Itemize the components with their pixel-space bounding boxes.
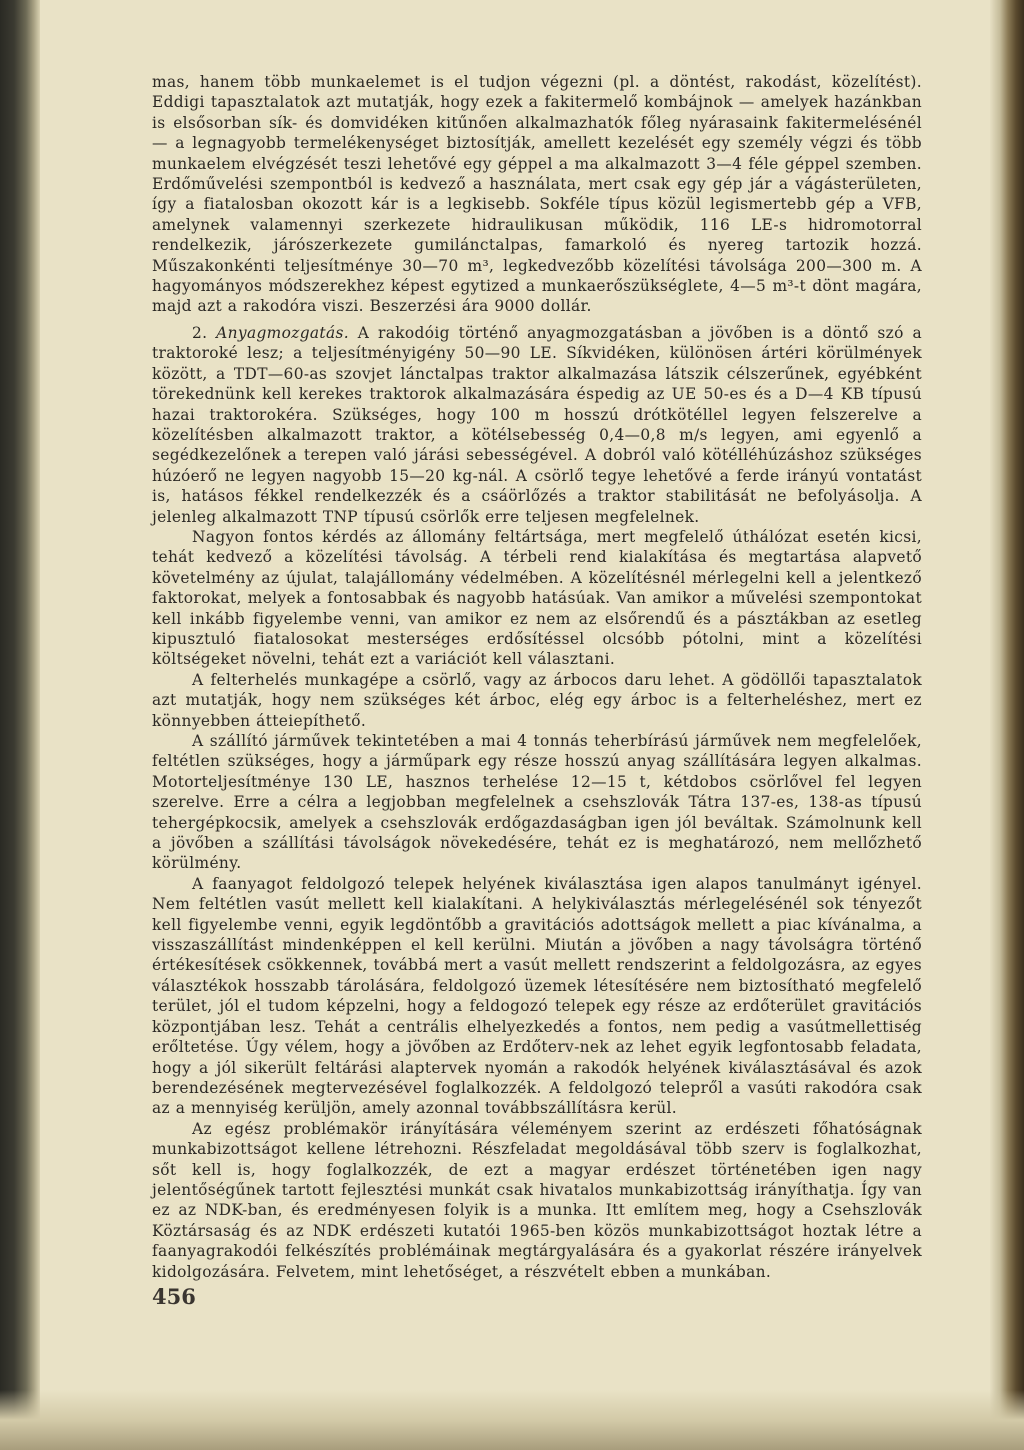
paragraph-4: A felterhelés munkagépe a csörlő, vagy az árbocos daru lehet. A gödöllői tapasztalatok azt mutatják, hogy nem szükséges két árboc, elég egy árboc is a felterheléshez, mert ez könnyebben átteiepíthető. <box>152 670 922 730</box>
paragraph-6: A faanyagot feldolgozó telepek helyének kiválasztása igen alapos tanulmányt igényel. Nem feltétlen vasút mellett kell kialakítani. A helykiválasztás mérlegelésénél sok tényezőt kell figyelembe venni, egyik legdöntőbb a gravitációs adottságok mellett a piac kívánalma, a visszaszállítást mindenképpen el kell kerülni. Miután a jövőben a nagy távolságra történő értékesítések csökkennek, továbbá mert a vasút mellett rendszerint a feldolgozásra, az egyes választékok hosszabb tárolására, feldolgozó üzemek létesítésére nem biztosítható megfelelő terület, jól el tudom képzelni, hogy a feldogozó telepek egy része az erdőterület gravitációs központjában lesz. Tehát a centrális elhelyezkedés a fontos, nem pedig a vasútmellettiség erőltetése. Úgy vélem, hogy a jövőben az Erdőterv-nek az lehet egyik legfontosabb feladata, hogy a jól sikerült feltárási alaptervek nyomán a rakodók helyének kiválasztásával és azok berendezésének megtervezésével foglalkozzék. A feldolgozó telepről a vasúti rakodóra csak az a mennyiség kerüljön, amely azonnal továbbszállításra kerül. <box>152 874 922 1118</box>
page-edge-shadow <box>990 0 1024 1450</box>
page-body-text <box>152 72 922 1282</box>
paragraph-5: A szállító járművek tekintetében a mai 4 tonnás teherbírású járművek nem megfelelőek, feltétlen szükséges, hogy a járműpark egy része hosszú anyag szállítására legyen alkalmas. Motorteljesítménye 130 LE, hasznos terhelése 12—15 t, kétdobos csörlővel fel legyen szerelve. Erre a célra a legjobban megfelelnek a csehszlovák Tátra 137-es, 138-as típusú tehergépkocsik, amelyek a csehszlovák erdőgazdaságban igen jól beváltak. Számolnunk kell a jövőben a szállítási távolságok növekedésére, tehát ez is meghatározó, nem mellőzhető körülmény. <box>152 732 922 873</box>
paragraph-7: Az egész problémakör irányítására véleményem szerint az erdészeti főhatóságnak munkabizottságot kellene létrehozni. Részfeladat megoldásával több szerv is foglalkozhat, sőt kell is, hogy foglalkozzék, de ezt a magyar erdészet történetében igen nagy jelentőségűnek tartott fejlesztési munkát csak hivatalos munkabizottság irányíthatja. Így van ez az NDK-ban, és eredményesen folyik is a munka. Itt említem meg, hogy a Csehszlovák Köztársaság és az NDK erdészeti kutatói 1965-ben közös munkabizottságot hoztak létre a faanyagrakodói felkészítés problémáinak megtárgyalására és a gyakorlat részére irányelvek kidolgozására. Felvetem, mint lehetőséget, a részvételt ebben a munkában. <box>152 1119 922 1281</box>
book-spine-shadow <box>0 0 40 1450</box>
page-number: 456 <box>152 1284 196 1309</box>
page-bottom-shadow <box>0 1390 1024 1450</box>
section-heading: Anyagmozgatás. <box>216 323 349 342</box>
section-number: 2. <box>192 323 208 342</box>
paragraph-2-text: A rakodóig történő anyagmozgatásban a jövőben is a döntő szó a traktoroké lesz; a teljesítményigény 50—90 LE. Síkvidéken, különösen ártéri körülmények között, a TDT—60-as szovjet lánctalpas traktor alkalmazása látszik célszerűnek, egyébként törekednünk kell kerekes traktorok alkalmazására éspedig az UE 50-es és a D—4 KB típusú hazai traktorokéra. Szükséges, hogy 100 m hosszú drótkötéllel legyen felszerelve a közelítésben alkalmazott traktor, a kötélsebesség 0,4—0,8 m/s legyen, ami egyenlő a segédkezelőnek a terepen való járási sebességével. A dobról való kötélléhúzáshoz szükséges húzóerő ne legyen nagyobb 15—20 kg-nál. A csörlő tegye lehetővé a ferde irányú vontatást is, hatásos fékkel rendelkezzék és a csáörlőzés a traktor stabilitását ne befolyásolja. A jelenleg alkalmazott TNP típusú csörlők erre teljesen megfelelnek. <box>152 323 923 526</box>
paragraph-1: mas, hanem több munkaelemet is el tudjon végezni (pl. a döntést, rakodást, közelítést). Eddigi tapasztalatok azt mutatják, hogy ezek a fakitermelő kombájnok — amelyek hazánkban is elsősorban sík- és domvidéken kitűnően alkalmazhatók főleg nyárasaink fakitermelésénél — a legnagyobb termelékenységet biztosítják, amellett kezelését egy személy végzi és több munkaelem elvégzését teszi lehetővé egy géppel a ma alkalmazott 3—4 féle géppel szemben. Erdőművelési szempontból is kedvező a használata, mert csak egy gép jár a vágásterületen, így a fiatalosban okozott kár is a legkisebb. Sokféle típus közül legismertebb gép a VFB, amelynek valamennyi szerkezete hidraulikusan működik, 116 LE-s hidromotorral rendelkezik, járószerkezete gumilánctalpas, famarkoló és nyereg tartozik hozzá. Műszakonkénti teljesítménye 30—70 m³, legkedvezőbb közelítési távolsága 200—300 m. A hagyományos módszerekhez képest egytized a munkaerőszükséglete, 4—5 m³-t dönt magára, majd azt a rakodóra viszi. Beszerzési ára 9000 dollár. <box>152 73 922 316</box>
paragraph-2 <box>152 323 922 527</box>
paragraph-3: Nagyon fontos kérdés az állomány feltártsága, mert megfelelő úthálózat esetén kicsi, tehát kedvező a közelítési távolság. A térbeli rend kialakítása és megtartása alapvető követelmény az újulat, talajállomány védelmében. A közelítésnél mérlegelni kell a jelentkező faktorokat, melyek a fontosabbak és nagyobb hatásúak. Van amikor a művelési szempontokat kell inkább figyelembe venni, van amikor ez nem az elsőrendű és a pásztákban az esetleg kipusztuló fiatalosokat mesterséges erdősítéssel olcsóbb pótolni, mint a közelítési költségeket növelni, tehát ezt a variációt kell választani. <box>152 527 922 669</box>
